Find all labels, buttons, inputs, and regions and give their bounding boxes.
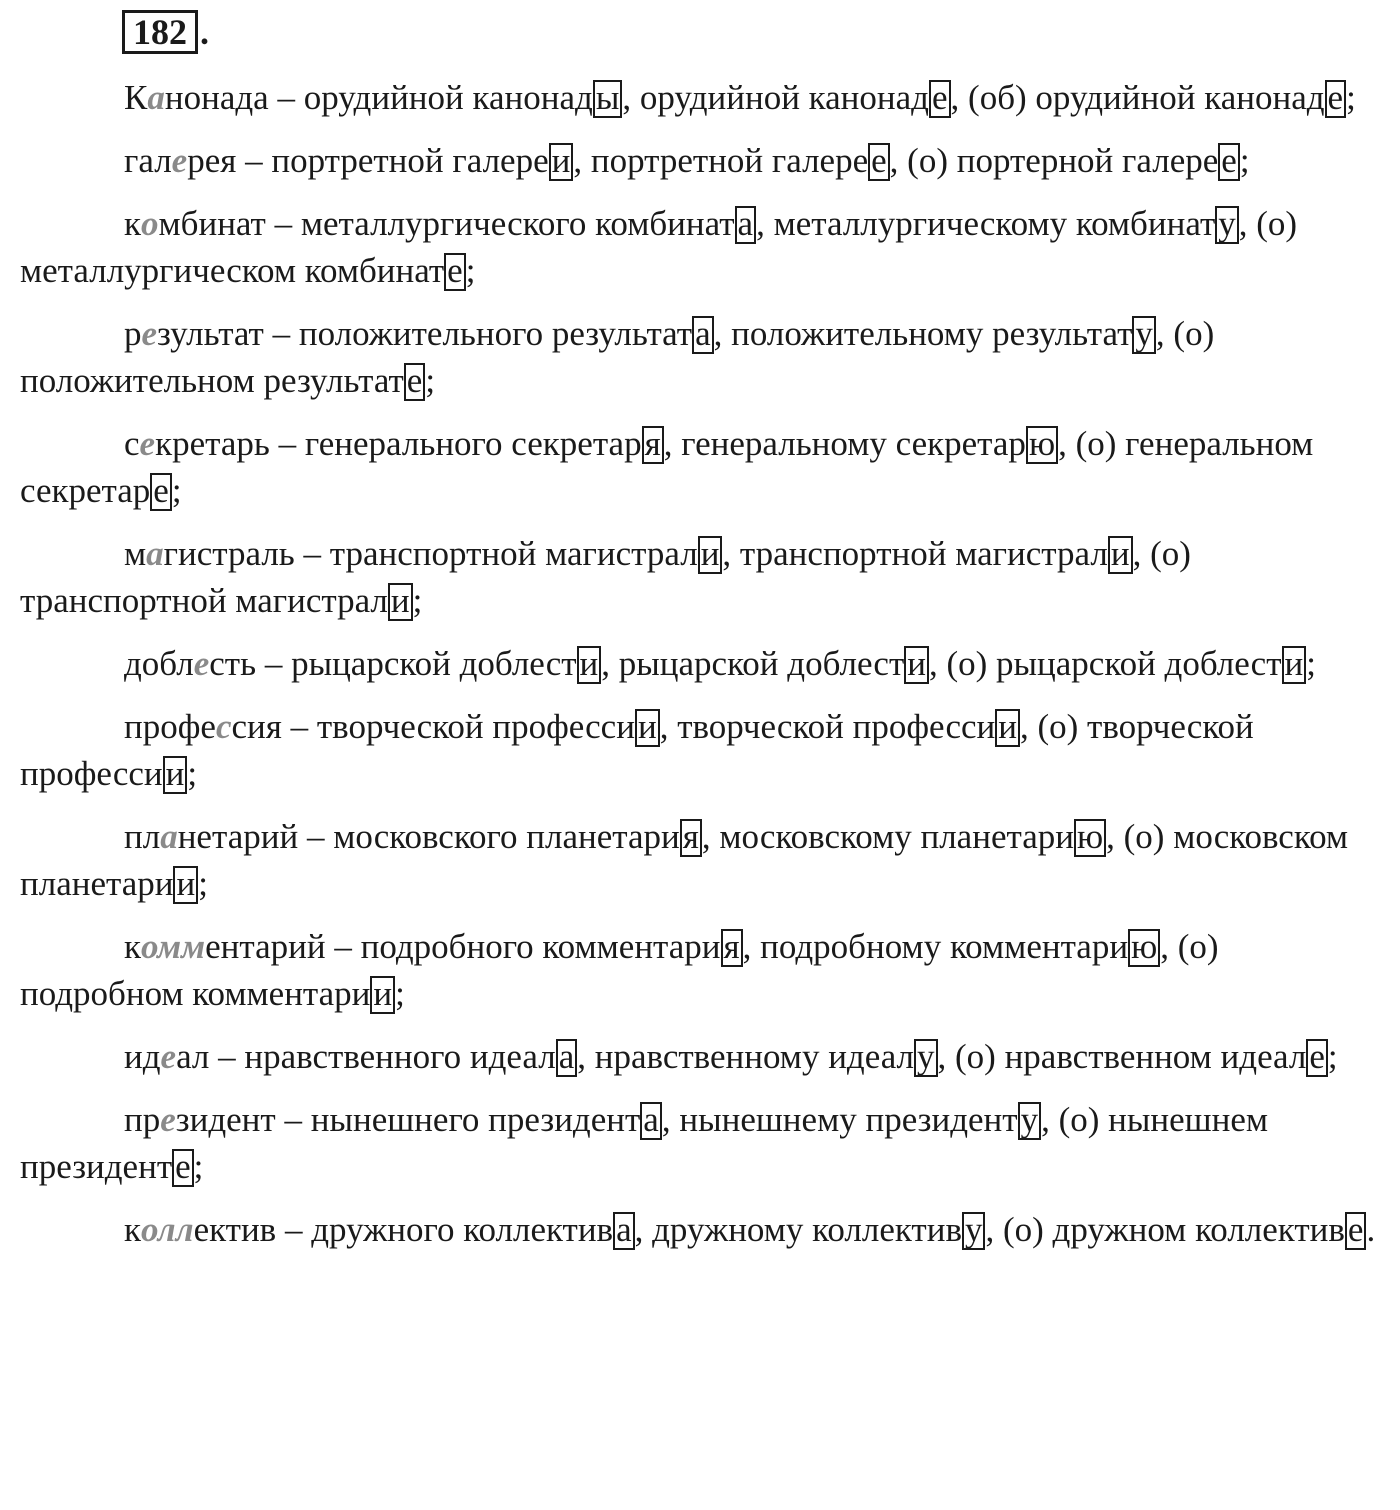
- phrase-stem: металлургического комбинат: [300, 204, 735, 243]
- phrase-stem: нравственному идеал: [594, 1037, 915, 1076]
- stressed-letters: а: [147, 78, 165, 117]
- boxed-ending: и: [635, 709, 660, 747]
- punctuation: ;: [171, 471, 182, 510]
- phrase-stem: (о) подробном комментари: [20, 927, 1219, 1013]
- phrase-stem: портретной галере: [271, 141, 549, 180]
- punctuation: ;: [412, 581, 423, 620]
- stressed-letters: с: [215, 707, 232, 746]
- punctuation: ,: [1132, 534, 1151, 573]
- phrase-stem: генеральному секретар: [681, 424, 1026, 463]
- punctuation: ,: [577, 1037, 595, 1076]
- punctuation: ,: [659, 707, 678, 746]
- word-entry: [20, 530, 1380, 624]
- boxed-ending: я: [680, 819, 702, 857]
- punctuation: ,: [713, 314, 732, 353]
- boxed-ending: и: [388, 583, 413, 621]
- headword-suffix: ентарий: [205, 927, 326, 966]
- phrase-stem: (о) творческой професси: [20, 707, 1254, 793]
- phrase-stem: генерального секретар: [304, 424, 642, 463]
- dash: –: [268, 78, 304, 117]
- stressed-letters: омм: [141, 927, 206, 966]
- punctuation: ,: [722, 534, 740, 573]
- exercise-number-dot: .: [200, 12, 209, 52]
- punctuation: ,: [1058, 424, 1076, 463]
- stressed-letters: а: [146, 534, 164, 573]
- punctuation: ,: [1041, 1100, 1059, 1139]
- boxed-ending: ю: [1128, 929, 1160, 967]
- boxed-ending: ю: [1074, 819, 1106, 857]
- dash: –: [209, 1037, 245, 1076]
- punctuation: ;: [193, 1147, 204, 1186]
- headword-suffix: рея: [187, 141, 237, 180]
- boxed-ending: и: [163, 756, 188, 794]
- phrase-stem: транспортной магистрал: [739, 534, 1108, 573]
- phrase-stem: нравственного идеал: [244, 1037, 556, 1076]
- boxed-ending: у: [1132, 316, 1156, 354]
- punctuation: ;: [395, 974, 405, 1013]
- exercise-number: [122, 10, 209, 54]
- punctuation: .: [1366, 1210, 1376, 1249]
- phrase-stem: (о) московском планетари: [20, 817, 1349, 903]
- phrase-stem: рыцарской доблест: [291, 644, 577, 683]
- headword-suffix: кретарь: [155, 424, 270, 463]
- dash: –: [265, 204, 301, 243]
- phrase-stem: подробного комментари: [360, 927, 721, 966]
- dash: –: [281, 707, 317, 746]
- boxed-ending: е: [1325, 80, 1347, 118]
- headword-prefix: пр: [124, 1100, 161, 1139]
- stressed-letters: олл: [141, 1210, 194, 1249]
- punctuation: ,: [601, 644, 619, 683]
- headword-prefix: к: [124, 204, 142, 243]
- punctuation: ;: [1239, 141, 1250, 180]
- boxed-ending: у: [914, 1039, 938, 1077]
- punctuation: ,: [573, 141, 591, 180]
- dash: –: [325, 927, 361, 966]
- headword-prefix: добл: [124, 644, 194, 683]
- punctuation: ,: [1106, 817, 1124, 856]
- boxed-ending: у: [1018, 1102, 1042, 1140]
- phrase-stem: (об) орудийной канонад: [968, 78, 1325, 117]
- headword-suffix: зидент: [175, 1100, 276, 1139]
- punctuation: ,: [634, 1210, 653, 1249]
- phrase-stem: (о) рыцарской доблест: [946, 644, 1282, 683]
- phrase-stem: творческой професси: [677, 707, 996, 746]
- phrase-stem: портретной галере: [590, 141, 869, 180]
- word-entry: [20, 923, 1380, 1017]
- boxed-ending: а: [735, 206, 757, 244]
- punctuation: ,: [661, 1100, 680, 1139]
- dash: –: [275, 1100, 311, 1139]
- boxed-ending: и: [1282, 646, 1307, 684]
- phrase-stem: нынешнему президент: [679, 1100, 1018, 1139]
- boxed-ending: и: [173, 866, 198, 904]
- punctuation: ,: [1160, 927, 1178, 966]
- boxed-ending: а: [692, 316, 714, 354]
- phrase-stem: (о) металлургическом комбинат: [20, 204, 1298, 290]
- boxed-ending: и: [370, 976, 395, 1014]
- stressed-letters: е: [139, 424, 156, 463]
- punctuation: ,: [985, 1210, 1003, 1249]
- phrase-stem: орудийной канонад: [639, 78, 929, 117]
- punctuation: ,: [950, 78, 969, 117]
- boxed-ending: е: [1218, 143, 1240, 181]
- punctuation: ,: [889, 141, 908, 180]
- headword-prefix: ид: [124, 1037, 161, 1076]
- boxed-ending: я: [642, 426, 664, 464]
- phrase-stem: (о) дружном коллектив: [1002, 1210, 1345, 1249]
- punctuation: ;: [198, 864, 208, 903]
- punctuation: ,: [756, 204, 774, 243]
- punctuation: ;: [187, 754, 198, 793]
- boxed-ending: е: [150, 473, 172, 511]
- punctuation: ;: [1306, 644, 1316, 683]
- headword-prefix: м: [124, 534, 147, 573]
- word-entry: [20, 137, 1380, 184]
- stressed-letters: а: [160, 817, 178, 856]
- boxed-ending: е: [1306, 1039, 1328, 1077]
- headword-prefix: к: [124, 1210, 142, 1249]
- headword-prefix: к: [124, 927, 142, 966]
- dash: –: [298, 817, 334, 856]
- headword-suffix: сть: [209, 644, 257, 683]
- exercise-text: [20, 74, 1380, 1269]
- word-entry: [20, 813, 1380, 907]
- phrase-stem: (о) нравственном идеал: [955, 1037, 1307, 1076]
- phrase-stem: рыцарской доблест: [618, 644, 905, 683]
- boxed-ending: и: [549, 143, 574, 181]
- punctuation: ,: [928, 644, 947, 683]
- exercise-number-box: 182: [122, 10, 198, 54]
- boxed-ending: у: [962, 1212, 986, 1250]
- phrase-stem: московскому планетари: [719, 817, 1074, 856]
- headword-suffix: зультат: [157, 314, 264, 353]
- word-entry: [20, 74, 1380, 121]
- punctuation: ,: [1238, 204, 1257, 243]
- boxed-ending: е: [404, 363, 426, 401]
- headword-suffix: гистраль: [163, 534, 295, 573]
- word-entry: [20, 640, 1380, 687]
- punctuation: ;: [465, 251, 476, 290]
- word-entry: [20, 420, 1380, 514]
- boxed-ending: а: [556, 1039, 578, 1077]
- punctuation: ,: [622, 78, 640, 117]
- stressed-letters: о: [141, 204, 159, 243]
- stressed-letters: е: [171, 141, 188, 180]
- phrase-stem: орудийной канонад: [303, 78, 593, 117]
- phrase-stem: нынешнего президент: [310, 1100, 641, 1139]
- phrase-stem: транспортной магистрал: [329, 534, 698, 573]
- phrase-stem: творческой професси: [316, 707, 635, 746]
- word-entry: [20, 1096, 1380, 1190]
- boxed-ending: и: [904, 646, 929, 684]
- boxed-ending: ы: [593, 80, 623, 118]
- phrase-stem: металлургическому комбинат: [773, 204, 1216, 243]
- boxed-ending: и: [1108, 536, 1133, 574]
- punctuation: ;: [1327, 1037, 1338, 1076]
- word-entry: [20, 310, 1380, 404]
- stressed-letters: е: [193, 644, 210, 683]
- punctuation: ,: [663, 424, 682, 463]
- phrase-stem: (о) портерной галере: [907, 141, 1219, 180]
- phrase-stem: положительного результат: [298, 314, 693, 353]
- headword-suffix: сия: [231, 707, 282, 746]
- phrase-stem: московского планетари: [333, 817, 680, 856]
- phrase-stem: (о) транспортной магистрал: [20, 534, 1191, 620]
- headword-suffix: нетарий: [177, 817, 299, 856]
- boxed-ending: и: [698, 536, 723, 574]
- headword-suffix: нонада: [164, 78, 269, 117]
- boxed-ending: а: [640, 1102, 662, 1140]
- stressed-letters: е: [160, 1037, 177, 1076]
- boxed-ending: а: [613, 1212, 635, 1250]
- dash: –: [236, 141, 272, 180]
- dash: –: [263, 314, 299, 353]
- word-entry: [20, 200, 1380, 294]
- headword-suffix: ектив: [193, 1210, 277, 1249]
- dash: –: [294, 534, 330, 573]
- headword-prefix: К: [124, 78, 148, 117]
- punctuation: ;: [425, 361, 436, 400]
- dash: –: [269, 424, 305, 463]
- headword-prefix: пл: [124, 817, 161, 856]
- phrase-stem: дружному коллектив: [652, 1210, 962, 1249]
- phrase-stem: (о) положительном результат: [20, 314, 1215, 400]
- headword-prefix: профе: [124, 707, 216, 746]
- boxed-ending: я: [721, 929, 743, 967]
- punctuation: ,: [1020, 707, 1038, 746]
- boxed-ending: е: [1345, 1212, 1367, 1250]
- dash: –: [256, 644, 292, 683]
- punctuation: ,: [1155, 314, 1174, 353]
- phrase-stem: подробному комментари: [760, 927, 1129, 966]
- punctuation: ,: [701, 817, 720, 856]
- boxed-ending: е: [868, 143, 890, 181]
- phrase-stem: (о) генеральном секретар: [20, 424, 1314, 510]
- boxed-ending: е: [172, 1149, 194, 1187]
- boxed-ending: е: [444, 253, 466, 291]
- boxed-ending: ю: [1026, 426, 1058, 464]
- dash: –: [276, 1210, 312, 1249]
- boxed-ending: е: [929, 80, 951, 118]
- stressed-letters: е: [141, 314, 158, 353]
- phrase-stem: (о) нынешнем президент: [20, 1100, 1269, 1186]
- punctuation: ,: [937, 1037, 956, 1076]
- word-entry: [20, 1206, 1380, 1253]
- word-entry: [20, 1033, 1380, 1080]
- boxed-ending: у: [1215, 206, 1239, 244]
- boxed-ending: и: [577, 646, 602, 684]
- stressed-letters: е: [160, 1100, 176, 1139]
- phrase-stem: дружного коллектив: [311, 1210, 614, 1249]
- punctuation: ;: [1346, 78, 1356, 117]
- headword-prefix: гал: [124, 141, 172, 180]
- word-entry: [20, 703, 1380, 797]
- punctuation: ,: [742, 927, 761, 966]
- headword-suffix: мбинат: [158, 204, 266, 243]
- phrase-stem: положительному результат: [731, 314, 1133, 353]
- headword-prefix: с: [124, 424, 140, 463]
- headword-suffix: ал: [176, 1037, 210, 1076]
- boxed-ending: и: [995, 709, 1020, 747]
- headword-prefix: р: [124, 314, 142, 353]
